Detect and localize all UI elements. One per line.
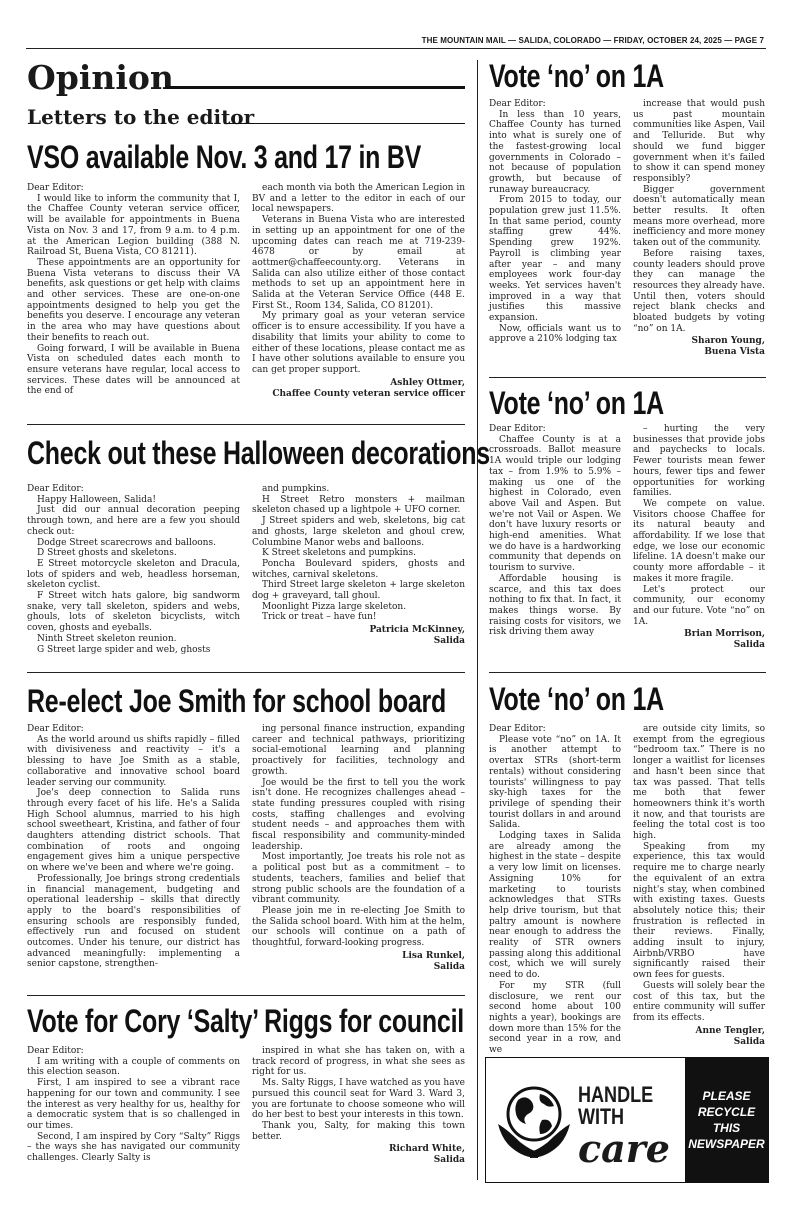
section-subtitle: Letters to the editor <box>27 105 255 129</box>
headline-vso: VSO available Nov. 3 and 17 in BV <box>27 139 422 175</box>
halloween-col2-text <box>252 484 465 623</box>
paragraph: F Street witch hats galore, big sandworm snake, very tall skeleton, spiders and webs, ghouls, lots of skeleton bicyclists, witch coven, ghosts and eyeballs. <box>27 591 240 634</box>
young-col1 <box>489 99 621 345</box>
signature-name: Patricia McKinney, <box>369 625 465 636</box>
paragraph: My primary goal as your veteran service officer is to ensure accessibility. If you have a disability that limits your ability to come to either of these locations, please contact me as I have other solutions available to ensure you can get proper support. <box>252 311 465 375</box>
recycle-ad <box>485 1057 769 1183</box>
paragraph: Bigger government doesn't automatically mean better results. It often means more overhead, more inefficiency and more money taken out of the community. <box>633 184 765 249</box>
tengler-col2 <box>633 724 765 1048</box>
headline-morrison: Vote ‘no’ on 1A <box>489 385 664 421</box>
paragraph: These appointments are an opportunity for Buena Vista veterans to discuss their VA benefits, ask questions or get help with claims and other services. These are one-on-one appointments designed to help you get the benefits you deserve. I encourage any veteran in the area who may have questions about their benefits to reach out. <box>27 257 240 343</box>
signature-place: Salida <box>433 636 465 647</box>
paragraph: Ms. Salty Riggs, I have watched as you have pursued this council seat for Ward 3. Ward 3, you are fortunate to choose someone who will do her best to best your interests in this town. <box>252 1078 465 1121</box>
paragraph: Speaking from my experience, this tax would require me to charge nearly the equivalent of an extra night's stay, when combined with existing taxes. Guests absolutely notice this; their frustration is reflected in their reviews. Finally, adding insult to injury, Airbnb/VRBO have significantly raised their own fees for guests. <box>633 841 765 981</box>
ad-care: care <box>578 1126 670 1171</box>
paragraph: J Street spiders and web, skeletons, big cat and ghosts, large skeleton and ghoul crew, Columbine Manor webs and balloons. <box>252 516 465 548</box>
riggs-col2 <box>252 1046 465 1166</box>
ad-handle: HANDLE <box>578 1082 654 1107</box>
paragraph: For my STR (full disclosure, we rent our second home about 100 nights a year), bookings are down more than 15% for the second year in a row, and we <box>489 980 621 1056</box>
morrison-col1 <box>489 424 621 638</box>
signature-name: Richard White, <box>388 1144 465 1155</box>
paragraph: are outside city limits, so exempt from the egregious “bedroom tax.” There is no longer a waitlist for licenses and hasn't been since that tax was passed. That tells me both that fewer homeowners think it's worth it now, and that tourists are feeling the total cost is too high. <box>633 724 765 842</box>
paragraph: Joe's deep connection to Salida runs through every facet of his life. He's a Salida High School alumnus, married to his high school sweetheart, Kristina, and father of four daughters attending district schools. That combination of roots and ongoing engagement gives him a unique perspective on where we've been and where we're going. <box>27 788 240 874</box>
signature-place: Chaffee County veteran service officer <box>272 388 465 399</box>
tengler-col1 <box>489 724 621 1056</box>
vso-col2 <box>252 183 465 400</box>
paragraph: Chaffee County is at a crossroads. Ballot measure 1A would triple our lodging tax – from 1.9% to 5.9% – making us one of the highest in Colorado, even above Vail and Aspen. But we're not Vail or Aspen. We don't have luxury resorts or high-end amenities. What we do have is a hardworking community that depends on tourism to survive. <box>489 434 621 574</box>
paragraph: Dear Editor: <box>489 99 546 109</box>
paragraph: Dear Editor: <box>489 424 546 434</box>
paragraph: Dodge Street scarecrows and balloons. <box>37 537 216 548</box>
vso-signature <box>252 378 465 400</box>
signature-place: Salida <box>733 1036 765 1047</box>
riggs-signature <box>252 1144 465 1166</box>
paragraph: Most importantly, Joe treats his role not as a political post but as a commitment – to students, teachers, families and belief that strong public schools are the foundation of a vibrant community. <box>252 852 465 906</box>
headline-riggs: Vote for Cory ‘Salty’ Riggs for council <box>27 1003 464 1039</box>
signature-name: Ashley Ottmer, <box>390 377 465 388</box>
paragraph: increase that would push us past mountain communities like Aspen, Vail and Telluride. But why should we fund bigger government when it's failed to show it can spend money responsibly? <box>633 99 765 184</box>
halloween-col1 <box>27 484 240 655</box>
halloween-signature <box>252 625 465 647</box>
paragraph: First, I am inspired to see a vibrant race happening for our town and community. I see the interest as very healthy for us, healthy for a democratic system that is so challenged in our times. <box>27 1078 240 1131</box>
paragraph: Affordable housing is scarce, and this tax does nothing to fix that. In fact, it makes things worse. By raising costs for visitors, we risk driving them away <box>489 573 621 638</box>
separator <box>27 672 465 673</box>
paragraph: Please vote “no” on 1A. It is another attempt to overtax STRs (short-term rentals) without considering tourists' willingness to pay sky-high taxes for the privilege of spending their tourist dollars in and around Salida. <box>489 734 621 831</box>
hands-globe-icon <box>492 1076 576 1160</box>
headline-young: Vote ‘no’ on 1A <box>489 58 664 94</box>
headline-halloween: Check out these Halloween decorations <box>27 435 490 471</box>
top-rule <box>26 48 766 49</box>
paragraph: ing personal finance instruction, expanding career and technical pathways, prioritizing social-emotional learning and planning proactively for facilities, technology and growth. <box>252 724 465 777</box>
paragraph: Now, officials want us to approve a 210% lodging tax <box>489 323 621 345</box>
paragraph: Going forward, I will be available in Buena Vista on scheduled dates each month to ensure veterans have regular, local access to services. These dates will be announced at the end of <box>27 343 240 397</box>
young-signature <box>633 336 765 358</box>
ad-line: THIS <box>712 1121 741 1135</box>
paragraph: each month via both the American Legion in BV and a letter to the editor in each of our local newspapers. <box>252 183 465 215</box>
paragraph: and pumpkins. <box>262 484 330 494</box>
paragraph: Second, I am inspired by Cory “Salty” Riggs – the ways she has navigated our community challenges. Clearly Salty is <box>27 1131 240 1164</box>
paragraph: Trick or treat – have fun! <box>262 612 377 623</box>
paragraph: Joe would be the first to tell you the work isn't done. He recognizes challenges ahead – state funding pressures coupled with rising costs, staffing challenges and evolving student needs – and approaches them with fiscal responsibility and community-minded leadership. <box>252 777 465 852</box>
section-title: Opinion <box>27 58 174 97</box>
paragraph: Professionally, Joe brings strong credentials in financial management, budgeting and operational leadership – skills that directly apply to the board's responsibilities of ensuring schools are responsibly funded, effectively run and focused on student outcomes. Under his tenure, our district has advanced meaningfully: implementing a senior capstone, strengthen- <box>27 873 240 970</box>
paragraph: Dear Editor: <box>489 724 546 734</box>
vso-col1 <box>27 183 240 397</box>
subtitle-rule <box>224 123 465 124</box>
signature-place: Salida <box>433 961 465 972</box>
paragraph: Guests will solely bear the cost of this tax, but the entire community will suffer from its effects. <box>633 980 765 1023</box>
signature-name: Anne Tengler, <box>695 1025 765 1036</box>
paragraph: Dear Editor: <box>27 183 84 193</box>
paragraph: Third Street large skeleton + large skeleton dog + graveyard, tall ghoul. <box>252 580 465 602</box>
signature-name: Sharon Young, <box>691 336 765 347</box>
title-rule <box>165 86 465 89</box>
separator <box>27 424 465 425</box>
signature-place: Salida <box>433 1155 465 1166</box>
signature-name: Lisa Runkel, <box>402 950 465 961</box>
paragraph: Dear Editor: <box>27 724 84 734</box>
tengler-signature <box>633 1026 765 1048</box>
smith-signature <box>252 951 465 973</box>
riggs-col2-text <box>252 1046 465 1142</box>
vso-col2-text <box>252 183 465 376</box>
column-divider <box>477 60 478 1180</box>
paragraph: Just did our annual decoration peeping through town, and here are a few you should check out: <box>27 505 240 537</box>
tengler-col2-text <box>633 724 765 1024</box>
ad-with: WITH <box>578 1104 625 1129</box>
morrison-col2-text <box>633 424 765 627</box>
signature-place: Buena Vista <box>704 347 765 358</box>
ad-line: RECYCLE <box>697 1105 756 1119</box>
paragraph: Please join me in re-electing Joe Smith to the Salida school board. With him at the helm, our schools will continue on a path of thoughtful, forward-looking progress. <box>252 905 465 949</box>
ad-recycle-panel <box>685 1058 768 1182</box>
paragraph: I am writing with a couple of comments on this election season. <box>27 1056 240 1078</box>
morrison-col2 <box>633 424 765 651</box>
headline-smith: Re-elect Joe Smith for school board <box>27 683 446 719</box>
paragraph: inspired in what she has taken on, with a track record of progress, in what she sees as right for us. <box>252 1046 465 1078</box>
signature-place: Salida <box>733 640 765 651</box>
masthead: THE MOUNTAIN MAIL — SALIDA, COLORADO — FRIDAY, OCTOBER 24, 2025 — PAGE 7 <box>421 36 764 45</box>
smith-col1 <box>27 724 240 970</box>
paragraph: Dear Editor: <box>27 1046 84 1056</box>
separator <box>27 995 465 996</box>
paragraph: Moonlight Pizza large skeleton. <box>262 601 407 612</box>
paragraph: Dear Editor: <box>27 484 84 494</box>
ad-line: PLEASE <box>702 1089 751 1103</box>
paragraph: Lodging taxes in Salida are already among the highest in the state – despite a very low limit on licenses. Assigning 10% for marketing to tourists acknowledges that STRs help drive tourism, but that paltry amount is nowhere near enough to address the reality of STR owners passing along this additional cost, which we will surely need to do. <box>489 831 621 981</box>
paragraph: Thank you, Salty, for making this town better. <box>252 1120 465 1142</box>
paragraph: Ninth Street skeleton reunion. <box>37 633 177 644</box>
young-col2 <box>633 99 765 358</box>
paragraph: From 2015 to today, our population grew just 11.5%. In that same period, county staffing grew 44%. Spending grew 192%. Payroll is climbing year after year – and many employees work four-day weeks. Yet services haven't improved in a way that justifies this massive expansion. <box>489 195 621 324</box>
paragraph: Let's protect our community, our economy and our future. Vote “no” on 1A. <box>633 584 765 627</box>
headline-tengler: Vote ‘no’ on 1A <box>489 681 664 717</box>
paragraph: K Street skeletons and pumpkins. <box>262 548 416 559</box>
paragraph: G Street large spider and web, ghosts <box>37 644 211 655</box>
paragraph: We compete on value. Visitors choose Chaffee for its natural beauty and affordability. If we lose that edge, we lose our economic lifeline. 1A doesn't make our county more affordable – it makes it more fragile. <box>633 498 765 584</box>
paragraph: Before raising taxes, county leaders should prove they can manage the resources they already have. Until then, voters should reject blank checks and bloated budgets by voting “no” on 1A. <box>633 248 765 334</box>
morrison-signature <box>633 629 765 651</box>
signature-name: Brian Morrison, <box>684 629 765 640</box>
smith-col2-text <box>252 724 465 949</box>
ad-line: NEWSPAPER <box>688 1137 765 1151</box>
paragraph: Happy Halloween, Salida! <box>37 494 156 505</box>
paragraph: D Street ghosts and skeletons. <box>37 548 177 559</box>
paragraph: I would like to inform the community that I, the Chaffee County veteran service officer, will be available for appointments in Buena Vista on Nov. 3 and 17, from 9 a.m. to 4 p.m. at the American Legion building (388 N. Railroad St, Buena Vista, CO 81211). <box>27 193 240 258</box>
halloween-col2 <box>252 484 465 647</box>
separator <box>489 672 766 673</box>
paragraph: H Street Retro monsters + mailman skeleton chased up a lightpole + UFO corner. <box>252 494 465 516</box>
smith-col2 <box>252 724 465 973</box>
paragraph: Poncha Boulevard spiders, ghosts and witches, carnival skeletons. <box>252 558 465 580</box>
paragraph: – hurting the very businesses that provide jobs and paychecks to locals. Fewer tourists mean fewer hours, fewer tips and fewer opportunities for working families. <box>633 424 765 499</box>
paragraph: In less than 10 years, Chaffee County has turned into what is surely one of the fastest-growing local governments in Colorado – not because of population growth, but because of runaway bureaucracy. <box>489 109 621 195</box>
riggs-col1 <box>27 1046 240 1164</box>
young-col2-text <box>633 99 765 334</box>
paragraph: As the world around us shifts rapidly – filled with divisiveness and reactivity – it's a blessing to have Joe Smith as a stable, collaborative and innovative school board leader serving our community. <box>27 734 240 788</box>
paragraph: E Street motorcycle skeleton and Dracula, lots of spiders and web, headless horseman, skeleton cyclist. <box>27 558 240 591</box>
separator <box>489 377 766 378</box>
paragraph: Veterans in Buena Vista who are interested in setting up an appointment for one of the upcoming dates can reach me at 719-239-4678 or by email at aottmer@chaffeecounty.org. Veterans in Salida can also utilize either of those contact methods to set up an appointment here in Salida at the Veteran Service Office (448 E. First St., Room 134, Salida, CO 81201). <box>252 215 465 311</box>
